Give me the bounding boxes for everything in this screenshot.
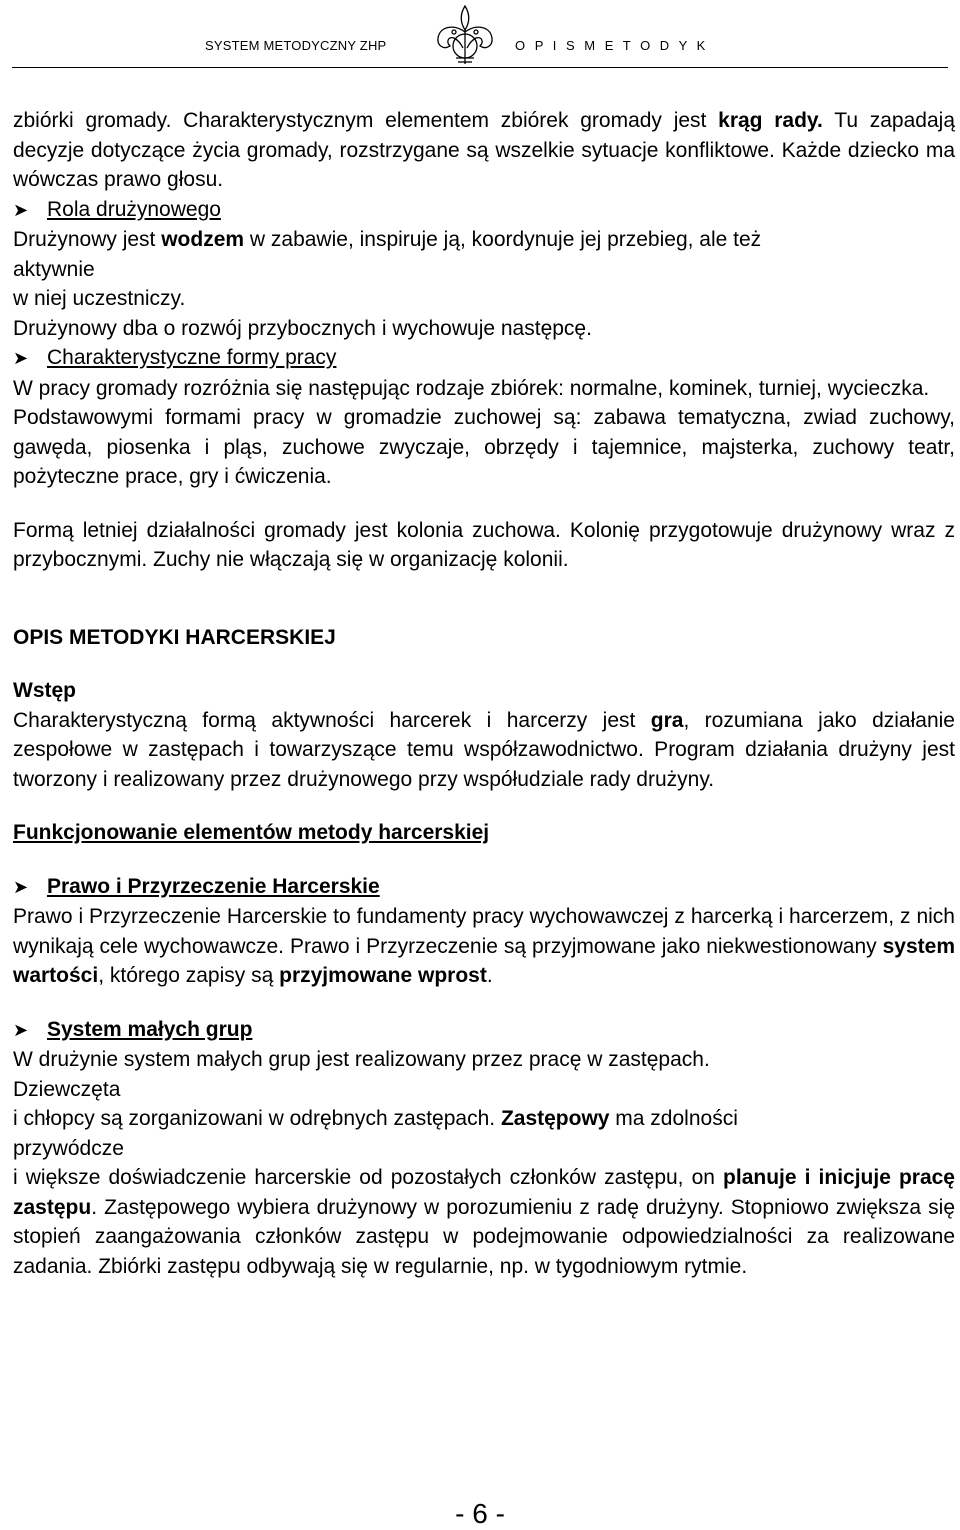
heading-wstep: Wstęp	[13, 679, 76, 702]
paragraph-wstep: Charakterystyczną formą aktywności harcerek i harcerzy jest gra, rozumiana jako działanie zespołowe w zastępach i towarzyszące temu współzawodnictwo. Program działania drużyny jest tworzony i realizowany przez drużynowego przy współudziale rady drużyny.	[13, 708, 955, 791]
paragraph-rodzaje-zbiorek: W pracy gromady rozróżnia się następując rodzaje zbiórek: normalne, kominek, turniej, wycieczka.	[13, 376, 930, 400]
paragraph-uczestniczy: w niej uczestniczy.	[13, 287, 186, 310]
page-number: - 6 -	[455, 1498, 505, 1529]
paragraph-formy-podstawowe: Podstawowymi formami pracy w gromadzie zuchowej są: zabawa tematyczna, zwiad zuchowy, gawęda, piosenka i pląs, zuchowe zwyczaje, obrzędy i tajemnice, majsterka, zuchowy teatr, pożyteczne prace, gry i ćwiczenia.	[13, 406, 955, 488]
bold-gra: gra	[650, 708, 684, 732]
paragraph-rola: Drużynowy jest wodzem w zabawie, inspiruje ją, koordynuje jej przebieg, ale też	[13, 228, 762, 251]
arrow-bullet-icon: ➤	[13, 199, 29, 220]
paragraph-krag-rady: zbiórki gromady. Charakterystycznym elementem zbiórek gromady jest krąg rady. Tu zapadają decyzje dotyczące życia gromady, rozstrzygane są wszelkie sytuacje konfliktowe. Każde dziecko ma wówczas prawo głosu.	[13, 109, 955, 191]
arrow-bullet-icon: ➤	[13, 876, 29, 897]
document-body	[13, 106, 955, 1281]
bullet-system-malych-grup	[13, 1015, 955, 1046]
header-right-text: O P I S M E T O D Y K	[515, 38, 709, 53]
section-title-harcerska: OPIS METODYKI HARCERSKIEJ	[13, 625, 336, 649]
paragraph-system-l3: i chłopcy są zorganizowani w odrębnych zastępach. Zastępowy ma zdolności	[13, 1107, 738, 1130]
heading-rola-druzynowego: Rola drużynowego	[47, 197, 221, 221]
paragraph-system-l1: W drużynie system małych grup jest realizowany przez pracę w zastępach.	[13, 1048, 710, 1071]
paragraph-kolonia: Formą letniej działalności gromady jest kolonia zuchowa. Kolonię przygotowuje drużynowy wraz z przybocznymi. Zuchy nie włączają się w organizację kolonii.	[13, 518, 955, 571]
bold-krag-rady: krąg rady.	[718, 109, 823, 132]
bold-system-wartosci: system wartości	[13, 934, 955, 987]
page-header	[0, 0, 960, 75]
bold-wodzem: wodzem	[161, 228, 245, 251]
heading-funkcjonowanie: Funkcjonowanie elementów metody harcerskiej	[13, 821, 490, 844]
heading-system-malych-grup: System małych grup	[47, 1017, 253, 1041]
header-left-text: SYSTEM METODYCZNY ZHP	[205, 38, 387, 53]
bold-planuje: planuje i inicjuje pracę zastępu	[13, 1166, 955, 1219]
paragraph-system-l4: przywódcze	[13, 1136, 124, 1160]
paragraph-system-l2: Dziewczęta	[13, 1077, 121, 1101]
bold-przyjmowane-wprost: przyjmowane wprost	[279, 964, 487, 987]
bullet-formy-pracy	[13, 343, 955, 374]
paragraph-prawo: Prawo i Przyrzeczenie Harcerskie to fundamenty pracy wychowawczej z harcerką i harcerzem, z nich wynikają cele wychowawcze. Prawo i Przyrzeczenie są przyjmowane jako niekwestionowany system wartości, którego zapisy są przyjmowane wprost.	[13, 905, 955, 987]
arrow-bullet-icon: ➤	[13, 348, 29, 368]
bold-zastepowy: Zastępowy	[500, 1107, 610, 1130]
heading-prawo: Prawo i Przyrzeczenie Harcerskie	[47, 874, 380, 898]
bullet-rola-druzynowego	[13, 195, 955, 226]
paragraph-aktywnie: aktywnie	[13, 257, 95, 281]
header-rule	[12, 67, 948, 68]
zhp-lily-logo-icon	[430, 2, 500, 72]
paragraph-system-l5: i większe doświadczenie harcerskie od pozostałych członków zastępu, on planuje i inicjuje pracę zastępu. Zastępowego wybiera drużynowy w porozumieniu z radę drużyny. Stopniowo zwiększa się stopień zaangażowania członków zastępu w podejmowanie odpowiedzialności za realizowane zadania. Zbiórki zastępu odbywają się w regularnie, np. w tygodniowym rytmie.	[13, 1166, 955, 1278]
heading-formy-pracy: Charakterystyczne formy pracy	[47, 346, 337, 369]
arrow-bullet-icon: ➤	[13, 1019, 29, 1040]
bullet-prawo	[13, 872, 955, 903]
paragraph-nastepce: Drużynowy dba o rozwój przybocznych i wychowuje następcę.	[13, 316, 592, 340]
